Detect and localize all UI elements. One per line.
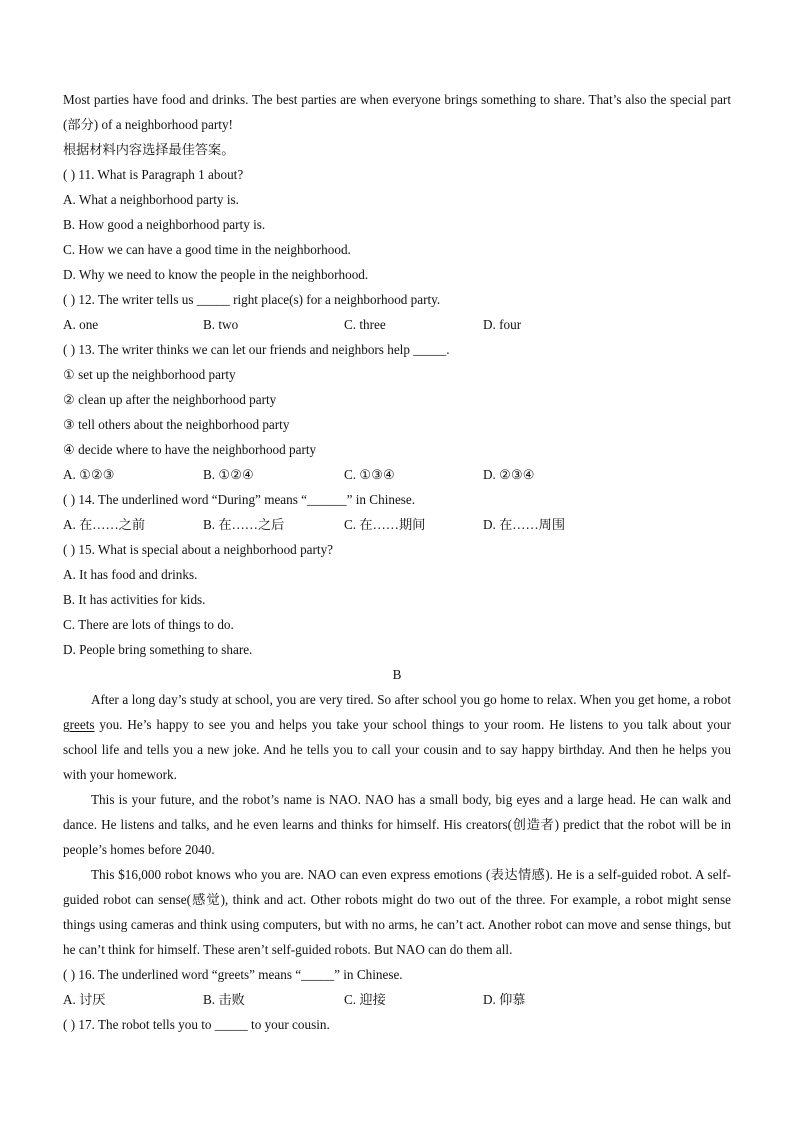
section-b-paragraph-1	[63, 687, 731, 787]
question-15-option-c: C. There are lots of things to do.	[63, 617, 234, 632]
question-12-option-a: A. one	[63, 317, 99, 332]
section-b-p1-post: you. He’s happy to see you and helps you take your school things to your room. He listens to you talk about your school life and tells you a new joke. And he tells you to call your cousin and to say happy birthday. And then he helps you with your homework.	[63, 717, 731, 782]
question-16-option-d: D. 仰慕	[483, 992, 526, 1007]
question-16-option-b: B. 击败	[203, 992, 245, 1007]
question-15-stem: ( ) 15. What is special about a neighborhood party?	[63, 542, 334, 557]
question-11-stem: ( ) 11. What is Paragraph 1 about?	[63, 167, 244, 182]
question-16-option-c: C. 迎接	[344, 992, 386, 1007]
question-12-option-d: D. four	[483, 317, 522, 332]
underlined-word-greets: greets	[63, 717, 95, 732]
question-14-option-d: D. 在……周围	[483, 517, 566, 532]
question-15-option-b: B. It has activities for kids.	[63, 592, 206, 607]
question-11-option-d: D. Why we need to know the people in the neighborhood.	[63, 267, 369, 282]
question-12-option-b: B. two	[203, 317, 239, 332]
question-14-options	[63, 512, 731, 537]
question-14-stem-word: During	[217, 492, 256, 507]
question-17-stem: ( ) 17. The robot tells you to _____ to your cousin.	[63, 1017, 330, 1032]
instruction-line: 根据材料内容选择最佳答案。	[63, 142, 235, 157]
question-14-stem-post: ” means “______” in Chinese.	[255, 492, 416, 507]
question-14-option-a: A. 在……之前	[63, 517, 146, 532]
question-13-option-c: C. ①③④	[344, 467, 395, 482]
question-12-options	[63, 312, 731, 337]
question-13-stem: ( ) 13. The writer thinks we can let our friends and neighbors help _____.	[63, 342, 450, 357]
section-b-heading: B	[392, 667, 402, 682]
question-11-option-c: C. How we can have a good time in the neighborhood.	[63, 242, 351, 257]
worksheet-page	[63, 87, 731, 1037]
question-14-stem-pre: ( ) 14. The underlined word “	[63, 492, 218, 507]
question-14-option-b: B. 在……之后	[203, 517, 285, 532]
section-b-paragraph-3: This $16,000 robot knows who you are. NAO can even express emotions (表达情感). He is a self-guided robot. A self-guided robot can sense(感觉), think and act. Other robots might do two out of the three. For example, a robot might sense things using cameras and think using computers, but with no arms, he can’t act. Another robot can move and sense things, but he can’t think for himself. These aren’t self-guided robots. But NAO can do them all.	[63, 867, 731, 957]
question-13-options	[63, 462, 731, 487]
question-16-option-a: A. 讨厌	[63, 992, 106, 1007]
question-13-option-b: B. ①②④	[203, 467, 254, 482]
question-13-item-3: ③ tell others about the neighborhood party	[63, 417, 290, 432]
intro-paragraph: Most parties have food and drinks. The best parties are when everyone brings something to share. That’s also the special part (部分) of a neighborhood party!	[63, 92, 731, 132]
section-b-paragraph-2: This is your future, and the robot’s name is NAO. NAO has a small body, big eyes and a large head. He can walk and dance. He listens and talks, and he even learns and thinks for himself. His creators(创造者) predict that the robot will be in people’s homes before 2040.	[63, 792, 731, 857]
question-13-option-a: A. ①②③	[63, 467, 115, 482]
question-13-option-d: D. ②③④	[483, 467, 535, 482]
question-15-option-a: A. It has food and drinks.	[63, 567, 198, 582]
question-14-option-c: C. 在……期间	[344, 517, 426, 532]
question-13-item-1: ① set up the neighborhood party	[63, 367, 236, 382]
section-b-p1-pre: After a long day’s study at school, you are very tired. So after school you go home to relax. When you get home, a robot	[91, 692, 731, 707]
question-13-item-2: ② clean up after the neighborhood party	[63, 392, 277, 407]
question-16-stem: ( ) 16. The underlined word “greets” means “_____” in Chinese.	[63, 967, 403, 982]
question-11-option-b: B. How good a neighborhood party is.	[63, 217, 266, 232]
question-16-options	[63, 987, 731, 1012]
question-12-option-c: C. three	[344, 317, 386, 332]
question-12-stem: ( ) 12. The writer tells us _____ right place(s) for a neighborhood party.	[63, 292, 441, 307]
question-15-option-d: D. People bring something to share.	[63, 642, 253, 657]
question-14-stem	[63, 487, 731, 512]
question-13-item-4: ④ decide where to have the neighborhood party	[63, 442, 317, 457]
question-11-option-a: A. What a neighborhood party is.	[63, 192, 239, 207]
